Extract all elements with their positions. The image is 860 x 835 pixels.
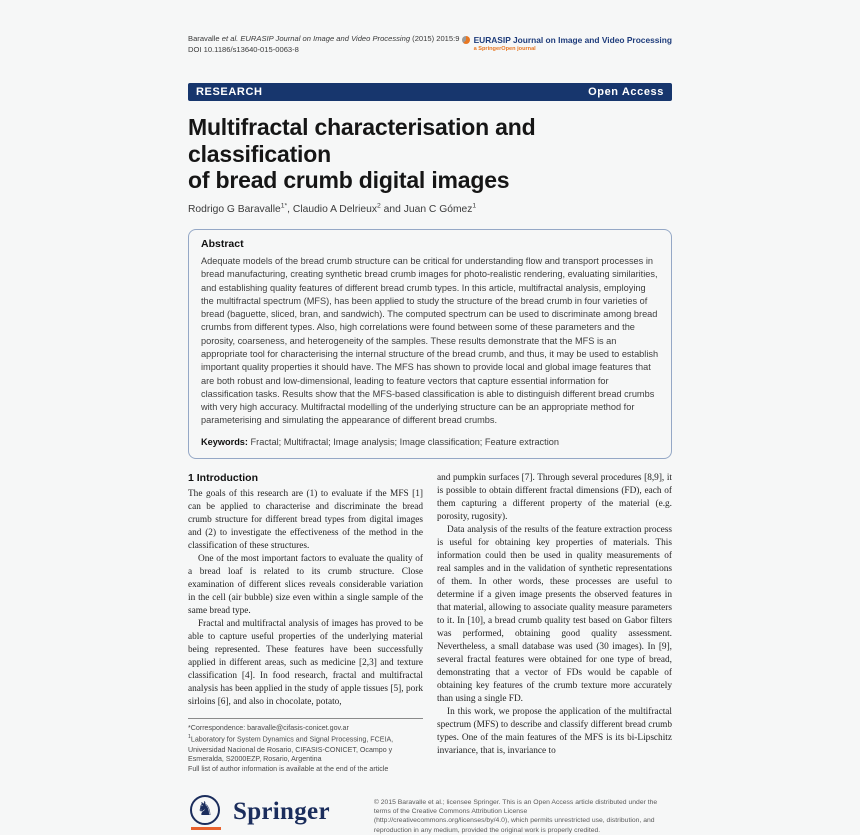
body-paragraph: The goals of this research are (1) to evaluate if the MFS [1] can be applied to characterise and discriminate the bread crumb structure for different bread types from digital images and (2) to investigate the effectiveness of the method in the classification of these structures. <box>188 488 423 551</box>
author-affiliation-sup: 2 <box>377 202 381 210</box>
citation-issue: (2015) 2015:9 <box>410 34 460 43</box>
author <box>188 204 293 215</box>
full-author-list-note: Full list of author information is available at the end of the article <box>188 764 389 773</box>
author-separator: , <box>287 203 293 215</box>
journal-logo-title: EURASIP Journal on Image and Video Processing <box>473 35 672 45</box>
keywords-label: Keywords: <box>201 436 248 447</box>
open-access-label: Open Access <box>588 86 664 98</box>
abstract-text: Adequate models of the bread crumb structure can be critical for understanding flow and transport processes in bread manufacturing, creating synthetic bread crumb images for photo-realistic rendering, evaluating similarities, and establishing quality features of different bread crumb types. In this article, multifractal analysis, employing the multifractal spectrum (MFS), has been applied to study the structure of the bread crumb in four varieties of bread (baguette, sliced, bran, and sandwich). The computed spectrum can be used to discriminate among bread crumbs from different types. Also, high correlations were found between some of these parameters and the porosity, coarseness, and heterogeneity of the samples. These results demonstrate that the MFS is an appropriate tool for characterising the internal structure of the bread crumb, and thus, it may be used to establish important quality properties it should have. The MFS has shown to provide local and global image features that are both robust and low-dimensional, leading to feature vectors that capture essential information for classification tasks. Results show that the MFS-based classification is able to distinguish different bread crumbs with very high accuracy. Multifractal modelling of the underlying structure can be an appropriate method for parameterising and simulating the appearance of different bread crumbs. <box>201 255 659 426</box>
author-name: Juan C Gómez <box>403 203 473 215</box>
citation-line <box>188 34 459 45</box>
journal-logo <box>462 34 672 52</box>
springer-horse-glyph: ♞ <box>190 795 220 825</box>
affiliation-marker: 1 <box>188 734 191 741</box>
page-title <box>188 114 672 194</box>
journal-logo-subtitle: a SpringerOpen journal <box>473 46 536 52</box>
body-paragraph: Fractal and multifractal analysis of images has proved to be able to capture useful properties of the underlying material being represented. These features have been successfully applied in different areas, such as medicine [2,3] and texture classification [4]. In food research, fractal and multifractal analysis has been applied in the study of apple tissues [5], pork sirloins [6], and also in chocolate, potato, <box>188 618 423 707</box>
keywords-list: Fractal; Multifractal; Image analysis; Image classification; Feature extraction <box>250 436 559 447</box>
author-name: Rodrigo G Baravalle <box>188 203 281 215</box>
springer-horse-icon <box>190 795 224 833</box>
body-paragraph: Data analysis of the results of the feature extraction process is useful for obtaining key properties of materials. This information could then be used in quality measurements of real samples and in the validation of synthetic representations of them. In other words, these processes are useful to determine if a given image presents the observed features in that material, allowing to associate quality measure parameters to it. In [10], a bread crumb quality test based on Gabor filters was performed, obtaining good quality assessment. Nevertheless, a small database was used (30 images). In [9], several fractal features were obtained for one type of bread, demonstrating that a vector of FDs would be capable of obtaining key features of the crumb texture more accurately than using a single FD. <box>437 524 672 704</box>
abstract-box <box>188 229 672 459</box>
citation-doi: DOI 10.1186/s13640-015-0063-8 <box>188 44 299 54</box>
citation-block <box>188 34 459 55</box>
keywords-line <box>201 436 659 448</box>
affiliation-text: Laboratory for System Dynamics and Signal Processing, FCEIA, Universidad Nacional de Rosario, CIFASIS-CONICET, Ocampo y Esmeralda, S2000EZP, Rosario, Argentina <box>188 735 394 764</box>
copyright-notice: © 2015 Baravalle et al.; licensee Springer. This is an Open Access article distributed under the terms of the Creative Commons Attribution License (http://creativecommons.org/licenses/by/4.0), which permits unrestricted use, distribution, and reproduction in any medium, provided the original work is properly credited. <box>373 798 658 834</box>
body-paragraph: One of the most important factors to evaluate the quality of a bread loaf is related to its crumb structure. Close examination of different slices reveals considerable variation in the cell (air bubble) size even within a single sample of the same bread type. <box>188 553 423 616</box>
footnote-block <box>188 718 423 775</box>
springer-logo-underline <box>191 827 221 830</box>
journal-logo-text <box>474 35 672 52</box>
author <box>293 204 404 215</box>
abstract-heading: Abstract <box>201 237 244 250</box>
page-header <box>188 34 672 55</box>
section-heading-introduction: 1 Introduction <box>188 471 258 484</box>
citation-journal-name: EURASIP Journal on Image and Video Processing <box>240 34 411 43</box>
author-affiliation-sup: 1* <box>280 202 288 210</box>
article-type-banner <box>188 83 672 101</box>
article-body <box>188 472 672 775</box>
body-paragraph: and pumpkin surfaces [7]. Through several procedures [8,9], it is possible to obtain different fractal dimensions (FD), each of them capturing a different property of the material (e.g. porosity, rugosity). <box>437 472 672 522</box>
title-line-1: Multifractal characterisation and classification <box>188 114 536 167</box>
author <box>404 204 476 215</box>
body-column-left <box>188 472 423 775</box>
springer-logo-text: Springer <box>233 797 330 825</box>
citation-author: Baravalle <box>188 34 222 43</box>
author-separator: and <box>380 203 404 215</box>
body-column-right <box>437 472 672 775</box>
author-affiliation-sup: 1 <box>472 202 477 210</box>
title-line-2: of bread crumb digital images <box>188 167 510 193</box>
citation-etal: et al. <box>221 34 241 43</box>
article-type-label: RESEARCH <box>196 86 263 98</box>
springeropen-swirl-icon <box>462 36 470 44</box>
paper-page <box>188 0 672 835</box>
affiliation-note <box>188 733 423 764</box>
authors-line <box>188 203 672 215</box>
page-footer <box>188 795 672 835</box>
springer-logo <box>188 795 330 833</box>
author-name: Claudio A Delrieux <box>292 203 378 215</box>
correspondence-note: *Correspondence: baravalle@cifasis-conicet.gov.ar <box>188 723 349 732</box>
body-paragraph: In this work, we propose the application of the multifractal spectrum (MFS) to describe and classify different bread crumb types. One of the main features of the MFS is its bi-Lipschitz invariance, that is, invariance to <box>437 706 672 756</box>
